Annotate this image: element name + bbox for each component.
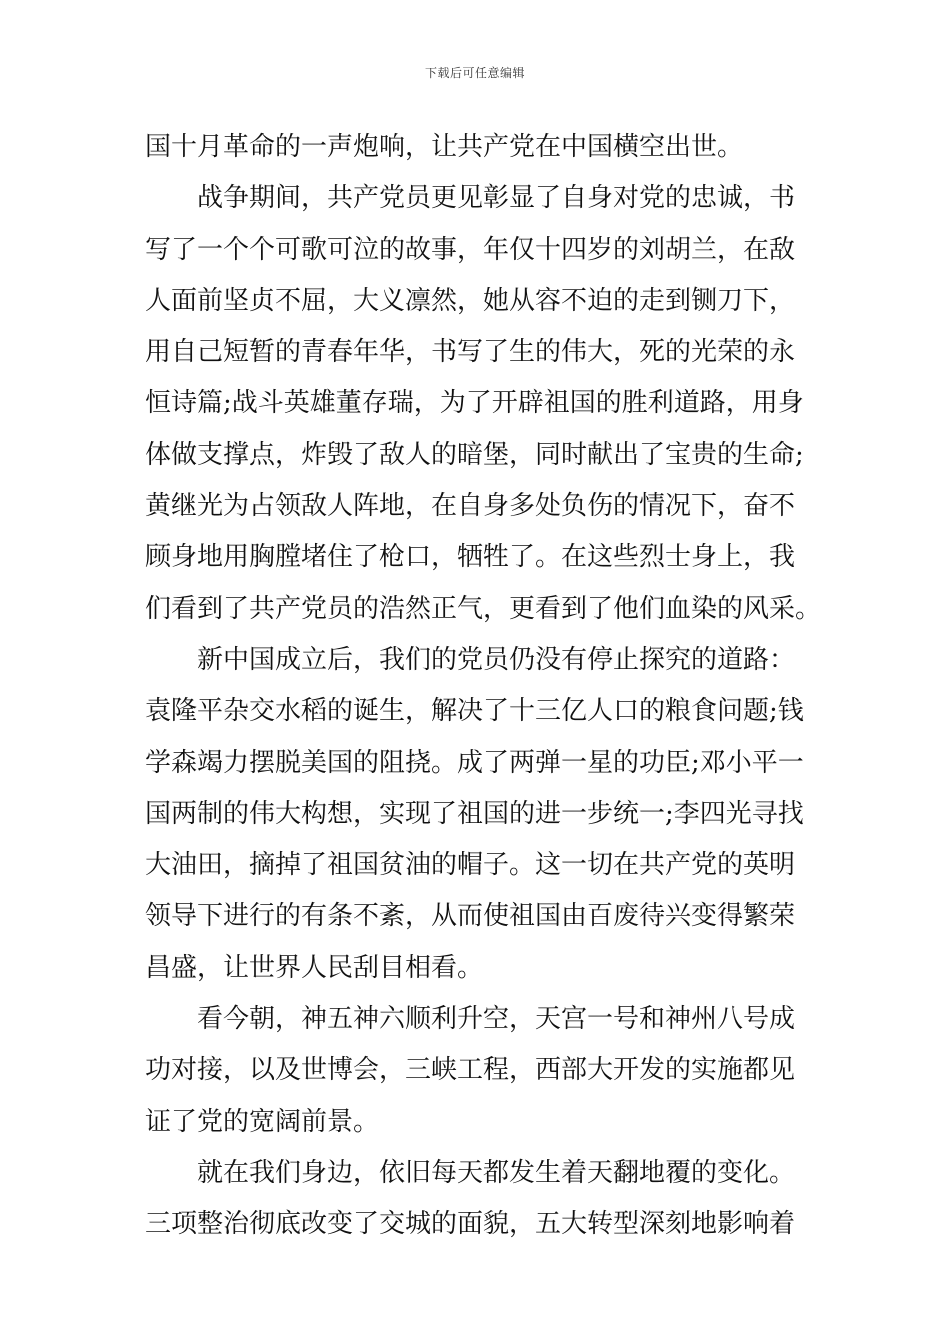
text-line: 三项整治彻底改变了交城的面貌，五大转型深刻地影响着 <box>145 1209 796 1240</box>
text-line: 学森竭力摆脱美国的阻挠。成了两弹一星的功臣;邓小平一 <box>145 747 804 778</box>
paragraph-start-line: 战争期间，共产党员更见彰显了自身对党的忠诚，书 <box>197 183 796 214</box>
text-line: 用自己短暂的青春年华，书写了生的伟大，死的光荣的永 <box>145 337 796 368</box>
text-line: 证了党的宽阔前景。 <box>145 1106 380 1137</box>
text-line: 们看到了共产党员的浩然正气，更看到了他们血染的风采。 <box>145 593 822 624</box>
paragraph-start-line: 就在我们身边，依旧每天都发生着天翻地覆的变化。 <box>197 1157 796 1188</box>
text-line: 大油田，摘掉了祖国贫油的帽子。这一切在共产党的英明 <box>145 850 796 881</box>
text-line: 恒诗篇;战斗英雄董存瑞，为了开辟祖国的胜利道路，用身 <box>145 388 804 419</box>
paragraph-start-line: 新中国成立后，我们的党员仍没有停止探究的道路： <box>197 644 796 675</box>
text-line: 昌盛，让世界人民刮目相看。 <box>145 952 484 983</box>
text-line: 体做支撑点，炸毁了敌人的暗堡，同时献出了宝贵的生命; <box>145 439 804 470</box>
text-line: 袁隆平杂交水稻的诞生，解决了十三亿人口的粮食问题;钱 <box>145 696 804 727</box>
text-line: 人面前坚贞不屈，大义凛然，她从容不迫的走到铡刀下， <box>145 285 796 316</box>
document-body <box>145 122 822 1251</box>
paragraph-start-line: 看今朝，神五神六顺利升空，天宫一号和神州八号成 <box>197 1004 796 1035</box>
text-line: 领导下进行的有条不紊，从而使祖国由百废待兴变得繁荣 <box>145 901 796 932</box>
text-line: 国十月革命的一声炮响，让共产党在中国横空出世。 <box>145 132 744 162</box>
text-line: 功对接，以及世博会，三峡工程，西部大开发的实施都见 <box>145 1055 796 1086</box>
text-line: 顾身地用胸膛堵住了枪口，牺牲了。在这些烈士身上，我 <box>145 542 796 573</box>
page-header: 下载后可任意编辑 <box>424 66 525 80</box>
text-line: 国两制的伟大构想，实现了祖国的进一步统一;李四光寻找 <box>145 798 804 829</box>
text-line: 黄继光为占领敌人阵地，在自身多处负伤的情况下，奋不 <box>145 491 796 522</box>
text-line: 写了一个个可歌可泣的故事，年仅十四岁的刘胡兰，在敌 <box>145 234 796 265</box>
